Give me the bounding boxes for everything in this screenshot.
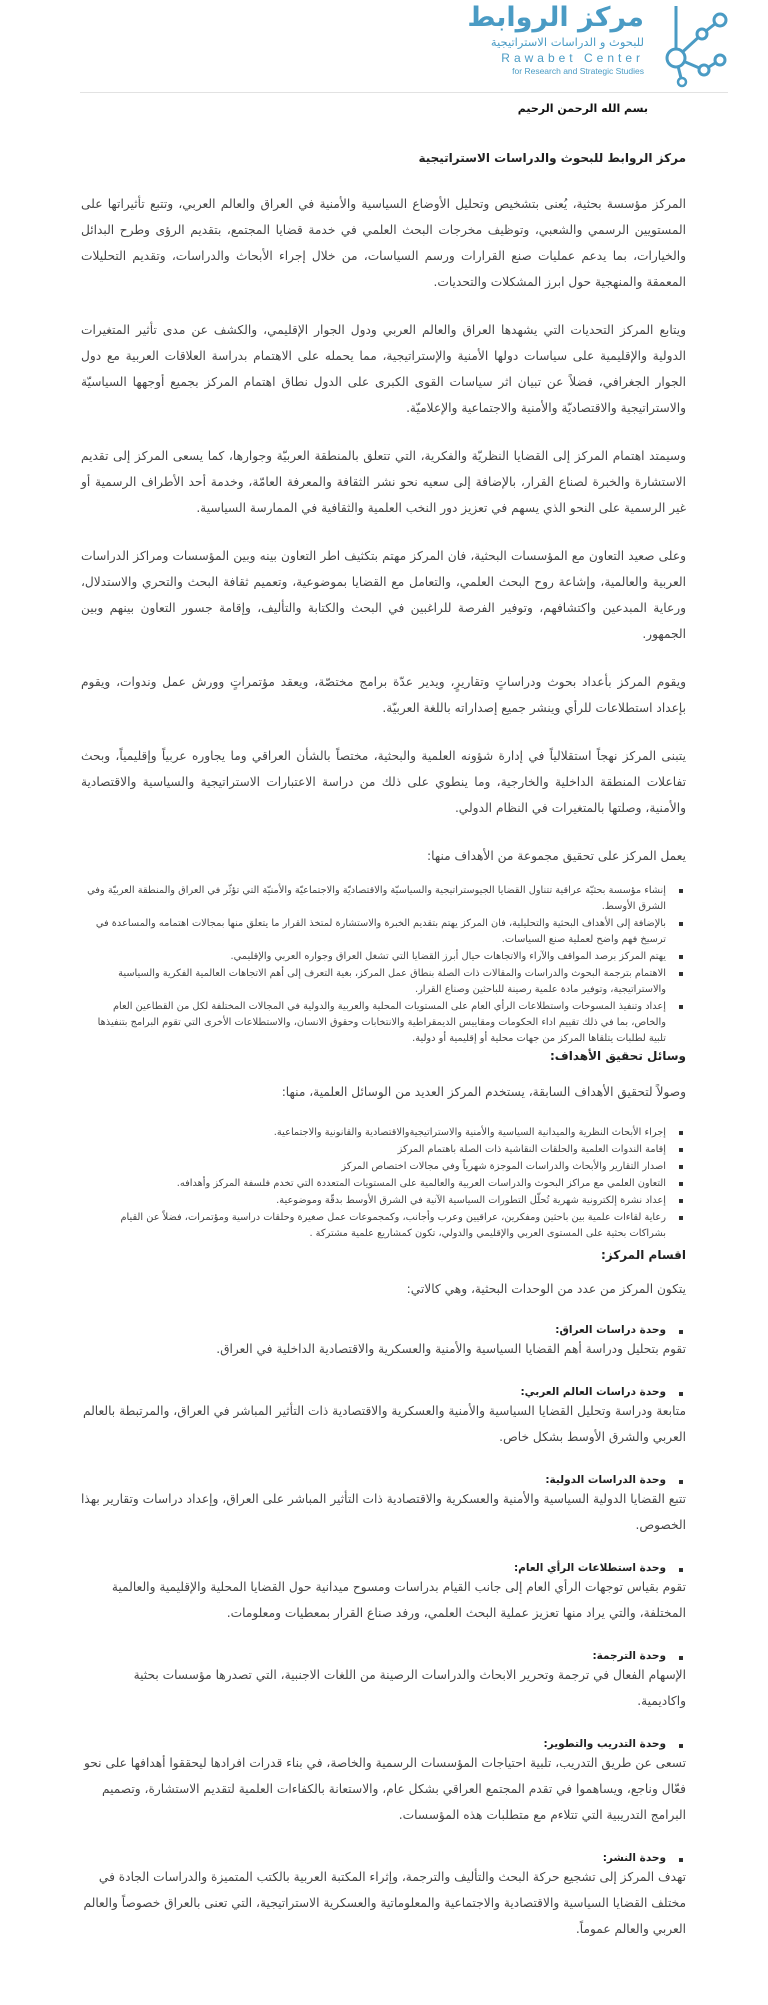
logo-english-subtitle: for Research and Strategic Studies xyxy=(512,66,644,76)
means-list xyxy=(81,1125,686,1242)
list-item: إقامة الندوات العلمية والحلقات النقاشية ذات الصلة باهتمام المركز xyxy=(81,1142,666,1158)
unit-block xyxy=(81,1650,686,1714)
list-item: اصدار التقارير والأبحاث والدراسات الموجزة شهرياً وفي مجالات اختصاص المركز xyxy=(81,1159,666,1175)
unit-title: وحدة الدراسات الدولية: xyxy=(81,1474,686,1486)
list-item: بالإضافة إلى الأهداف البحثية والتحليلية، فان المركز يهتم بتقديم الخبرة والاستشارة لمتخذ القرار ما يتعلق منها بمجالات اهتمامه والمساعدة في ترسيخ فهم واضح لعملية صنع السياسات. xyxy=(81,916,666,948)
unit-description: تهدف المركز إلى تشجيع حركة البحث والتأليف والترجمة، وإثراء المكتبة العربية بالكتب المتميزة والدراسات الجادة في مختلف القضايا السياسية والاقتصادية والاجتماعية والمعلوماتية والعسكرية الاستراتيجية، التي تعنى بالعراق خصوصاً والعالم العربي والعالم عموماً. xyxy=(83,1870,686,1936)
unit-block xyxy=(81,1324,686,1362)
article-title: مركز الروابط للبحوث والدراسات الاستراتيجية xyxy=(418,151,686,165)
logo-english-name: Rawabet Center xyxy=(501,51,644,65)
unit-title: وحدة استطلاعات الرأي العام: xyxy=(81,1562,686,1574)
list-item: إجراء الأبحاث النظرية والميدانية السياسية والأمنية والاستراتيجيةوالاقتصادية والقانونية والاجتماعية. xyxy=(81,1125,666,1141)
list-item: يهتم المركز برصد المواقف والآراء والاتجاهات حيال أبرز القضايا التي تشغل العراق وجواره العربي والإقليمي. xyxy=(81,949,666,965)
sections-heading: اقسام المركز: xyxy=(600,1248,686,1262)
list-item: رعاية لقاءات علمية بين باحثين ومفكرين، عراقيين وعرب وأجانب، وكمجموعات عمل صغيرة وحلقات دراسية ومؤتمرات، فضلاً عن القيام بشراكات بحثية على المستوى العربي والإقليمي والدولي، تكون كمشاريع علمية مشتركة . xyxy=(81,1210,666,1242)
list-item: إعداد نشرة إلكترونية شهرية تُحلّل التطورات السياسية الآنية في الشرق الأوسط بدقّة وموضوعية. xyxy=(81,1193,666,1209)
header-divider xyxy=(80,92,728,93)
unit-description: الإسهام الفعال في ترجمة وتحرير الابحاث والدراسات الرصينة من اللغات الاجنبية، التي تصدرها مؤسسات بحثية واكاديمية. xyxy=(133,1668,686,1708)
goals-intro: يعمل المركز على تحقيق مجموعة من الأهداف منها: xyxy=(427,849,686,863)
unit-title: وحدة التدريب والتطوير: xyxy=(81,1738,686,1750)
unit-description: متابعة ودراسة وتحليل القضايا السياسية والأمنية والعسكرية والاقتصادية ذات التأثير المباشر في العراق، والمرتبطة بالعالم العربي والشرق الأوسط بشكل خاص. xyxy=(82,1404,686,1444)
unit-title: وحدة النشر: xyxy=(81,1852,686,1864)
logo-arabic-subtitle: للبحوث و الدراسات الاستراتيجية xyxy=(490,35,644,49)
unit-block xyxy=(81,1738,686,1828)
list-item: إعداد وتنفيذ المسوحات واستطلاعات الرأي العام على المستويات المحلية والعربية والدولية في المجالات المختلفة لكل من القطاعين العام والخاص، بما في ذلك تقييم اداء الحكومات ومقاييس الديمقراطية والانتخابات وحقوق الانسان، والاستطلاعات الأخرى التي تقوم البرامج بتنفيذها تلبية لطلبات يتلقاها المركز من جهات محلية أو إقليمية أو دولية. xyxy=(81,999,666,1047)
paragraph: ويتابع المركز التحديات التي يشهدها العراق والعالم العربي ودول الجوار الإقليمي، والكشف عن مدى تأثير المتغيرات الدولية والإقليمية على سياسات دولها الأمنية والإستراتيجية، مما يحمله على الاهتمام بدراسة العلاقات العربية مع دول الجوار الجغرافي، فضلاً عن تبيان اثر سياسات القوى الكبرى على الدول نطاق اهتمام المركز بجميع أوجهها السياسيّة والاستراتيجية والاقتصاديّة والأمنية والاجتماعية والإعلاميّة. xyxy=(81,323,686,415)
unit-title: وحدة الترجمة: xyxy=(81,1650,686,1662)
list-item: التعاون العلمي مع مراكز البحوث والدراسات العربية والعالمية على المستويات المتعددة التي تخدم فلسفة المركز وأهدافه. xyxy=(81,1176,666,1192)
unit-block xyxy=(81,1562,686,1626)
unit-block xyxy=(81,1852,686,1942)
basmala: بسم الله الرحمن الرحيم xyxy=(517,102,648,115)
goals-list xyxy=(81,883,686,1047)
paragraph: وسيمتد اهتمام المركز إلى القضايا النظريّة والفكرية، التي تتعلق بالمنطقة العربيّة وجوارها، كما يسعى المركز إلى تقديم الاستشارة والخبرة لصناع القرار، بالإضافة إلى سعيه نحو نشر الثقافة والمعرفة العامّة، وخدمة أحد الأطراف الرسمية أو غير الرسمية على النحو الذي يسهم في تعزيز دور النخب العلمية والثقافية في الممارسة السياسية. xyxy=(81,449,686,515)
paragraph: ويقوم المركز بأعداد بحوث ودراساتٍ وتقاريرٍ، ويدير عدّة برامج مختصّة، ويعقد مؤتمراتٍ وورش عمل وندوات، ويقوم بإعداد استطلاعات للرأي وينشر جميع إصداراته باللغة العربيّة. xyxy=(81,675,686,715)
means-heading: وسائل تحقيق الأهداف: xyxy=(550,1049,686,1063)
list-item: الاهتمام بترجمة البحوث والدراسات والمقالات ذات الصلة بنطاق عمل المركز، بغية التعرف إلى أهم الاتجاهات العالمية الفكرية والسياسية والاستراتيجية، وتوفير مادة علمية رصينة للباحثين وصناع القرار. xyxy=(81,966,666,998)
unit-description: تتبع القضايا الدولية السياسية والأمنية والعسكرية والاقتصادية ذات التأثير المباشر على العراق، وإعداد دراسات وتقارير بهذا الخصوص. xyxy=(80,1492,686,1532)
paragraph: المركز مؤسسة بحثية، يُعنى بتشخيص وتحليل الأوضاع السياسية والأمنية في العراق والعالم العربي، وتتبع تأثيراتها على المستويين الرسمي والشعبي، وتوظيف مخرجات البحث العلمي في خدمة قضايا المجتمع، بتقديم الرؤى وطرح البدائل والخيارات، بما يدعم عمليات صنع القرارات ورسم السياسات، من خلال إجراء الأبحاث والدراسات، وتقديم التحليلات المعمقة والمنهجية حول ابرز المشكلات والتحديات. xyxy=(81,197,686,289)
sections-intro: يتكون المركز من عدد من الوحدات البحثية، وهي كالاتي: xyxy=(406,1282,686,1296)
paragraph: وعلى صعيد التعاون مع المؤسسات البحثية، فان المركز مهتم بتكثيف اطر التعاون بينه وبين المؤسسات ومراكز الدراسات العربية والعالمية، وإشاعة روح البحث العلمي، والتعامل مع القضايا بموضوعية، وتعميم ثقافة البحث والتحري والاستدلال، ورعاية المبدعين واكتشافهم، وتوفير الفرصة للراغبين في البحث والكتابة والتأليف، وإقامة جسور التعاون بينهم وبين الجمهور. xyxy=(81,549,686,641)
network-logo-icon xyxy=(654,0,730,88)
logo-arabic-name: مركز الروابط xyxy=(467,2,644,33)
unit-description: تقوم بقياس توجهات الرأي العام إلى جانب القيام بدراسات ومسوح ميدانية حول القضايا المحلية والإقليمية والعالمية المختلفة، والتي يراد منها تعزيز عملية البحث العلمي، ورفد صناع القرار بمعطيات ومعلومات. xyxy=(111,1580,686,1620)
unit-title: وحدة دراسات العالم العربي: xyxy=(81,1386,686,1398)
unit-description: تقوم بتحليل ودراسة أهم القضايا السياسية والأمنية والعسكرية والاقتصادية الداخلية في العراق. xyxy=(216,1342,686,1356)
site-logo[interactable] xyxy=(430,0,730,90)
unit-description: تسعى عن طريق التدريب، تلبية احتياجات المؤسسات الرسمية والخاصة، في بناء قدرات افرادها ليحققوا أهدافها على نحو فعّال وناجع، ويساهموا في تقدم المجتمع العراقي بشكل عام، والاستعانة بالكفاءات العلمية لتقديم الاستشارة، وتصميم البرامج التدريبية التي تتلاءم مع متطلبات هذه المؤسسات. xyxy=(84,1756,686,1822)
unit-block xyxy=(81,1474,686,1538)
unit-title: وحدة دراسات العراق: xyxy=(81,1324,686,1336)
paragraph: يتبنى المركز نهجاً استقلالياً في إدارة شؤونه العلمية والبحثية، مختصاً بالشأن العراقي وما يجاوره عربياً وإقليمياً، وبحث تفاعلات المنطقة الداخلية والخارجية، وما ينطوي على ذلك من دراسة الاعتبارات الاستراتيجية والسياسية والاقتصادية والأمنية، وصلتها بالمتغيرات في النظام الدولي. xyxy=(81,749,686,815)
unit-block xyxy=(81,1386,686,1450)
means-intro: وصولاً لتحقيق الأهداف السابقة، يستخدم المركز العديد من الوسائل العلمية، منها: xyxy=(281,1085,686,1099)
article-content xyxy=(81,96,686,1942)
list-item: إنشاء مؤسسة بحثيّة عراقية تتناول القضايا الجيوستراتيجية والسياسيّة والاقتصاديّة والاجتماعيّة والأمنيّة التي تؤثّر في العراق والمنطقة العربيّة وفي الشرق الأوسط. xyxy=(81,883,666,915)
